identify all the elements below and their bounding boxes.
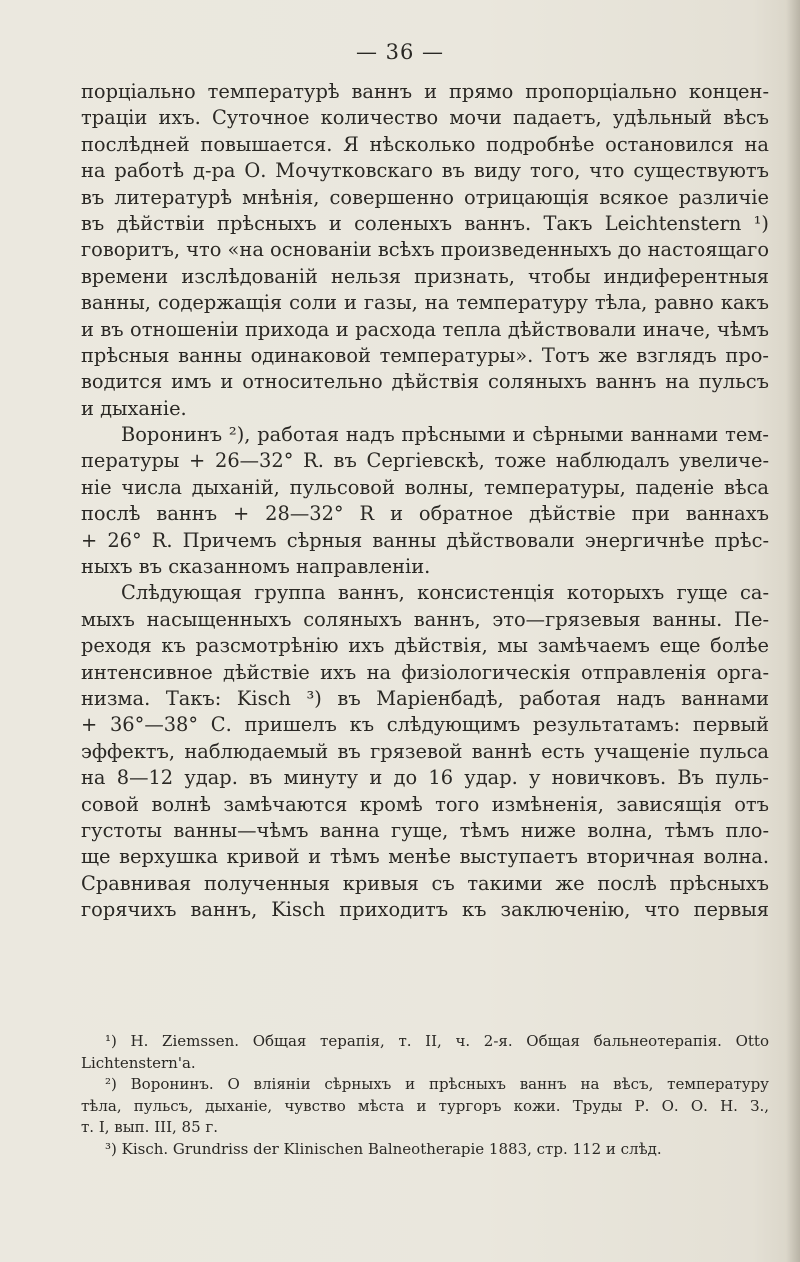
text-line: ще верхушка кривой и тѣмъ менѣе выступаетъ вторичная волна. (81, 845, 769, 869)
body-text (81, 79, 769, 924)
text-line: на работѣ д-ра О. Мочутковскаго въ виду того, что существуютъ (81, 159, 769, 183)
text-line: ніе числа дыханій, пульсовой волны, температуры, паденіе вѣса (81, 475, 769, 499)
text-line: горячихъ ваннъ, Kisch приходитъ къ заключенію, что первыя (81, 898, 769, 922)
text-line: ванны, содержащія соли и газы, на температуру тѣла, равно какъ (81, 291, 769, 315)
text-line: въ дѣйствіи прѣсныхъ и соленыхъ ваннъ. Такъ Leichtenstern ¹) (81, 211, 769, 235)
text-line: говоритъ, что «на основаніи всѣхъ произведенныхъ до настоящаго (81, 238, 769, 262)
text-line: реходя къ разсмотрѣнію ихъ дѣйствія, мы замѣчаемъ еще болѣе (81, 634, 769, 658)
text-line: послѣдней повышается. Я нѣсколько подробнѣе остановился на (81, 132, 769, 156)
footnote-line: ³) Kisch. Grundriss der Klinischen Balneotherapie 1883, стр. 112 и слѣд. (105, 1139, 662, 1158)
footnote-line: ²) Воронинъ. О вліяніи сѣрныхъ и прѣсныхъ ваннъ на вѣсъ, температуру (105, 1075, 769, 1093)
text-line: совой волнѣ замѣчаются кромѣ того измѣненія, зависящія отъ (81, 792, 769, 816)
text-line: послѣ ваннъ + 28—32° R и обратное дѣйствіе при ваннахъ (81, 502, 769, 526)
footnote-line: т. I, вып. III, 85 г. (81, 1118, 219, 1136)
text-line: порціально температурѣ ваннъ и прямо пропорціально концен- (81, 80, 769, 103)
footnote-line: тѣла, пульсъ, дыханіе, чувство мѣста и тургоръ кожи. Труды Р. О. О. Н. З., (81, 1096, 769, 1115)
text-line: + 26° R. Причемъ сѣрныя ванны дѣйствовали энергичнѣе прѣс- (81, 528, 769, 552)
text-line: Слѣдующая группа ваннъ, консистенція которыхъ гуще са- (121, 581, 769, 605)
text-line: низма. Такъ: Kisch ³) въ Маріенбадѣ, работая надъ ваннами (81, 686, 769, 710)
text-line: траціи ихъ. Суточное количество мочи падаетъ, удѣльный вѣсъ (81, 106, 769, 130)
text-line: водится имъ и относительно дѣйствія соляныхъ ваннъ на пульсъ (81, 370, 769, 394)
footnote-line: Lichtenstern'a. (81, 1053, 196, 1072)
text-line: + 36°—38° С. пришелъ къ слѣдующимъ результатамъ: первый (81, 713, 769, 737)
text-line: ныхъ въ сказанномъ направленіи. (81, 555, 431, 579)
text-line: на 8—12 удар. въ минуту и до 16 удар. у новичковъ. Въ пуль- (81, 766, 769, 790)
text-line: эффектъ, наблюдаемый въ грязевой ваннѣ есть учащеніе пульса (81, 739, 769, 763)
text-line: Воронинъ ²), работая надъ прѣсными и сѣрными ваннами тем- (121, 423, 769, 447)
page-edge-shadow (786, 0, 800, 1262)
text-line: интенсивное дѣйствіе ихъ на физіологическія отправленія орга- (81, 660, 769, 684)
text-line: времени изслѣдованій нельзя признать, чтобы индиферентныя (81, 264, 769, 288)
text-line: пературы + 26—32° R. въ Сергіевскѣ, тоже наблюдалъ увеличе- (81, 449, 769, 473)
text-line: мыхъ насыщенныхъ соляныхъ ваннъ, это—грязевыя ванны. Пе- (81, 607, 769, 631)
text-line: Сравнивая полученныя кривыя съ такими же послѣ прѣсныхъ (81, 871, 769, 895)
page-number: — 36 — (355, 40, 445, 64)
text-line: густоты ванны—чѣмъ ванна гуще, тѣмъ ниже волна, тѣмъ пло- (81, 818, 769, 842)
text-line: и въ отношеніи прихода и расхода тепла дѣйствовали иначе, чѣмъ (81, 317, 769, 341)
footnotes (81, 1031, 769, 1160)
text-line: въ литературѣ мнѣнія, совершенно отрицающія всякое различіе (81, 185, 769, 209)
text-line: прѣсныя ванны одинаковой температуры». Тотъ же взглядъ про- (81, 343, 769, 367)
text-line: и дыханіе. (81, 396, 187, 420)
footnote-line: ¹) H. Ziemssen. Общая терапія, т. II, ч. 2-я. Общая бальнеотерапія. Otto (105, 1032, 769, 1050)
